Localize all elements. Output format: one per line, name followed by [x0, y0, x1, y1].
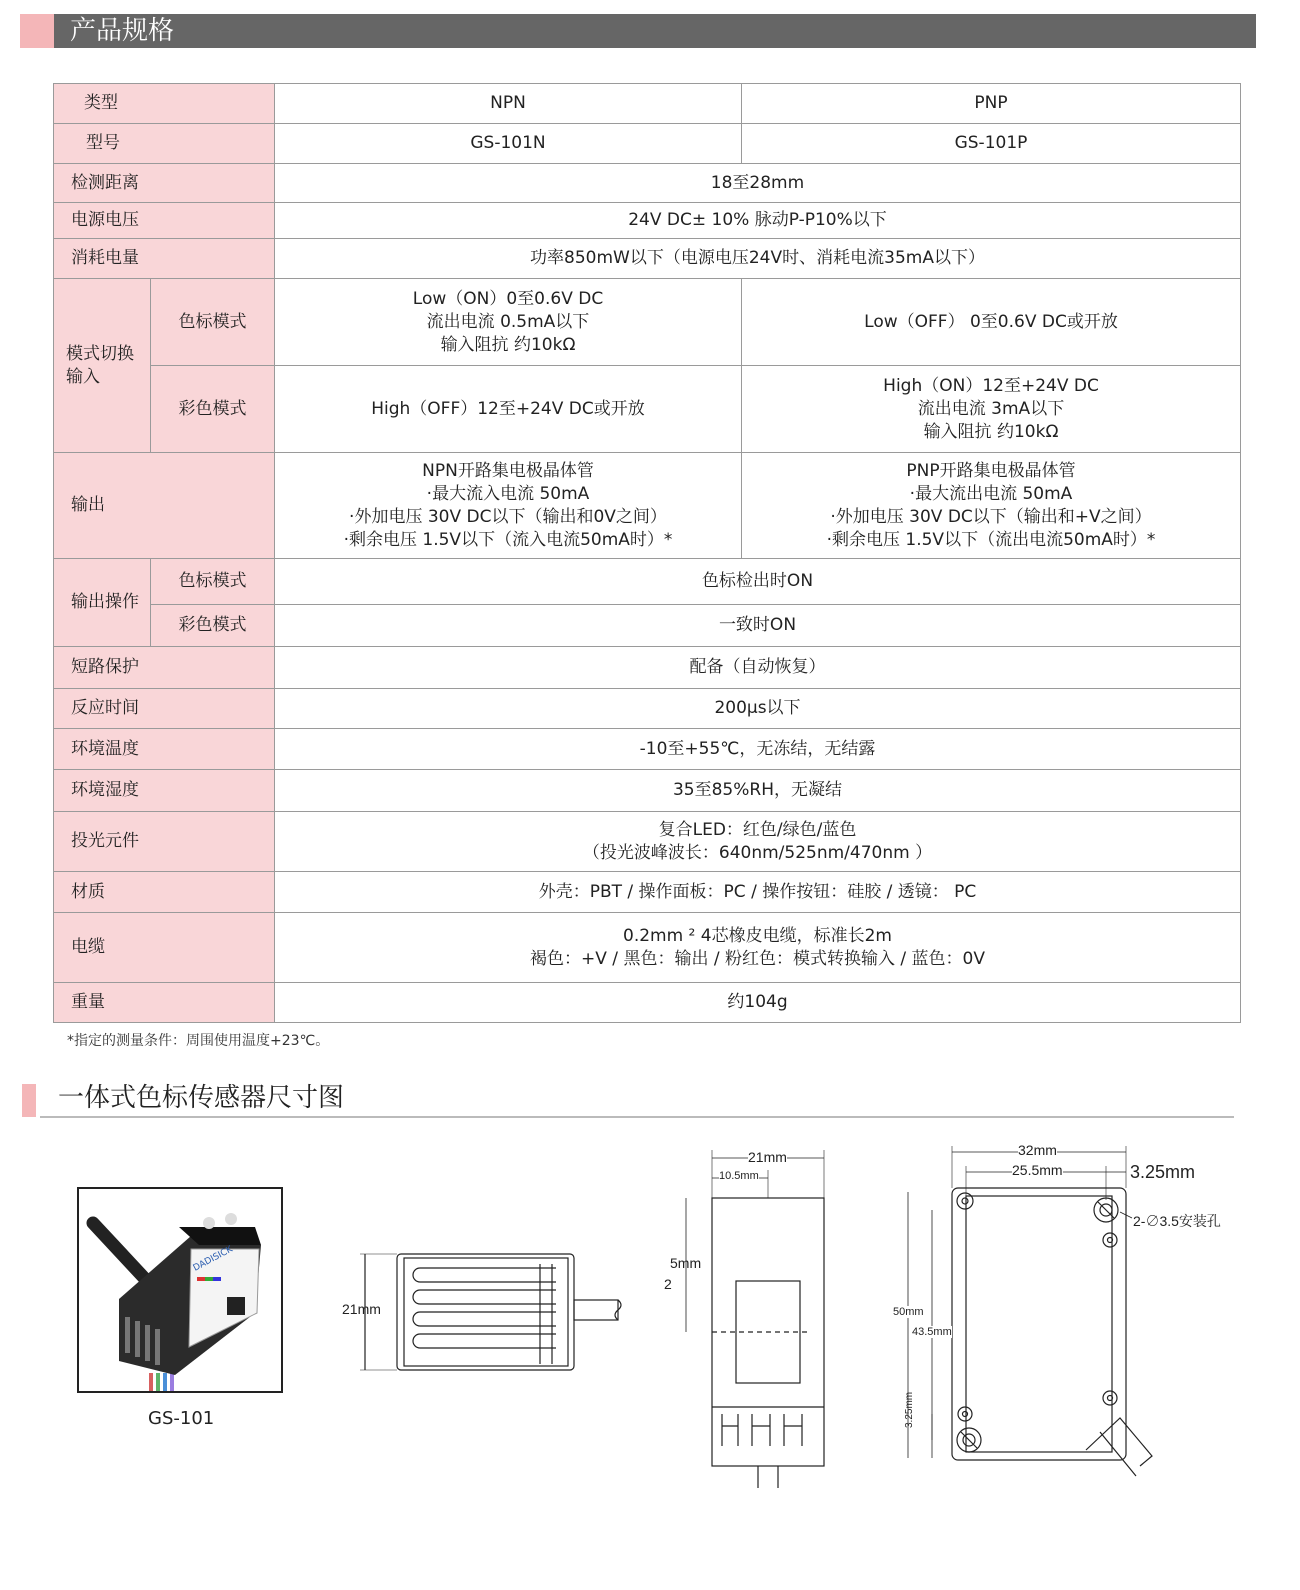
cell-emitter: 复合LED：红色/绿色/蓝色 （投光波峰波长：640nm/525nm/470nm ）	[275, 812, 1241, 872]
sub-label-op-mark: 色标模式	[151, 559, 275, 605]
dim-top-height-inner: 43.5mm	[912, 1326, 952, 1338]
dim-top-inner: 25.5mm	[1012, 1162, 1063, 1178]
cell-cable: 0.2mm ² 4芯橡皮电缆，标准长2m 褐色：+V / 黑色：输出 / 粉红色：模式转换输入 / 蓝色：0V	[275, 913, 1241, 983]
dim-top-bottom: 3.25mm	[904, 1391, 915, 1428]
cell-model-pnp: GS-101P	[742, 124, 1241, 164]
row-label-mode-input: 模式切换 输入	[54, 279, 151, 453]
dim-side-height: 21mm	[342, 1301, 381, 1317]
cell-op-color: 一致时ON	[275, 605, 1241, 647]
cell-humidity: 35至85%RH，无凝结	[275, 770, 1241, 812]
row-label-type: 类型	[54, 84, 275, 124]
row-label-material: 材质	[54, 872, 275, 913]
row-label-temp: 环境温度	[54, 729, 275, 770]
dim-top-edge: 3.25mm	[1130, 1162, 1196, 1182]
cell-type-npn: NPN	[275, 84, 742, 124]
row-label-output-op: 输出操作	[54, 559, 151, 647]
sub-label-mark-mode: 色标模式	[151, 279, 275, 366]
side-view-drawing	[360, 1254, 621, 1370]
row-label-model: 型号	[54, 124, 275, 164]
cell-color-mode-npn: High（OFF）12至+24V DC或开放	[275, 366, 742, 453]
row-label-emitter: 投光元件	[54, 812, 275, 872]
cell-color-mode-pnp: High（ON）12至+24V DC 流出电流 3mA以下 输入阻抗 约10kΩ	[742, 366, 1241, 453]
cell-output-pnp: PNP开路集电极晶体管 ·最大流出电流 50mA ·外加电压 30V DC以下（输出和+V之间） ·剩余电压 1.5V以下（流出电流50mA时）*	[742, 453, 1241, 559]
row-label-output: 输出	[54, 453, 275, 559]
section-title: 一体式色标传感器尺寸图	[58, 1083, 345, 1113]
row-label-weight: 重量	[54, 983, 275, 1023]
cell-type-pnp: PNP	[742, 84, 1241, 124]
photo-caption: GS-101	[148, 1408, 215, 1429]
sub-label-op-color: 彩色模式	[151, 605, 275, 647]
row-label-response: 反应时间	[54, 689, 275, 729]
dim-top-width: 32mm	[1018, 1142, 1057, 1158]
cell-mark-mode-pnp: Low（OFF） 0至0.6V DC或开放	[742, 279, 1241, 366]
dim-front-width: 21mm	[748, 1149, 787, 1165]
dim-top-height: 50mm	[893, 1306, 924, 1318]
cell-power: 功率850mW以下（电源电压24V时、消耗电流35mA以下）	[275, 239, 1241, 279]
row-label-humidity: 环境湿度	[54, 770, 275, 812]
cell-short: 配备（自动恢复）	[275, 647, 1241, 689]
cell-supply: 24V DC± 10% 脉动P-P10%以下	[275, 203, 1241, 239]
row-label-supply: 电源电压	[54, 203, 275, 239]
cell-mark-mode-npn: Low（ON）0至0.6V DC 流出电流 0.5mA以下 输入阻抗 约10kΩ	[275, 279, 742, 366]
row-label-distance: 检测距离	[54, 164, 275, 203]
dim-front-half: 10.5mm	[719, 1170, 759, 1182]
section-title: 产品规格	[70, 16, 175, 46]
row-label-short: 短路保护	[54, 647, 275, 689]
cell-op-mark: 色标检出时ON	[275, 559, 1241, 605]
svg-text:DADISICK: DADISICK	[191, 1244, 235, 1274]
front-view-drawing	[686, 1150, 824, 1488]
dim-hole: 2-∅3.5安装孔	[1133, 1213, 1221, 1229]
dim-front-2: 2	[664, 1276, 672, 1292]
dim-front-5: 5mm	[670, 1255, 702, 1271]
cell-distance: 18至28mm	[275, 164, 1241, 203]
cell-weight: 约104g	[275, 983, 1241, 1023]
cell-material: 外壳：PBT / 操作面板：PC / 操作按钮：硅胶 / 透镜： PC	[275, 872, 1241, 913]
footnote: *指定的测量条件：周围使用温度+23℃。	[67, 1033, 330, 1049]
top-view-drawing	[908, 1146, 1152, 1476]
cell-output-npn: NPN开路集电极晶体管 ·最大流入电流 50mA ·外加电压 30V DC以下（输出和0V之间） ·剩余电压 1.5V以下（流入电流50mA时）*	[275, 453, 742, 559]
cell-model-npn: GS-101N	[275, 124, 742, 164]
row-label-power: 消耗电量	[54, 239, 275, 279]
cell-response: 200μs以下	[275, 689, 1241, 729]
cell-temp: -10至+55℃，无冻结，无结露	[275, 729, 1241, 770]
sub-label-color-mode: 彩色模式	[151, 366, 275, 453]
row-label-cable: 电缆	[54, 913, 275, 983]
